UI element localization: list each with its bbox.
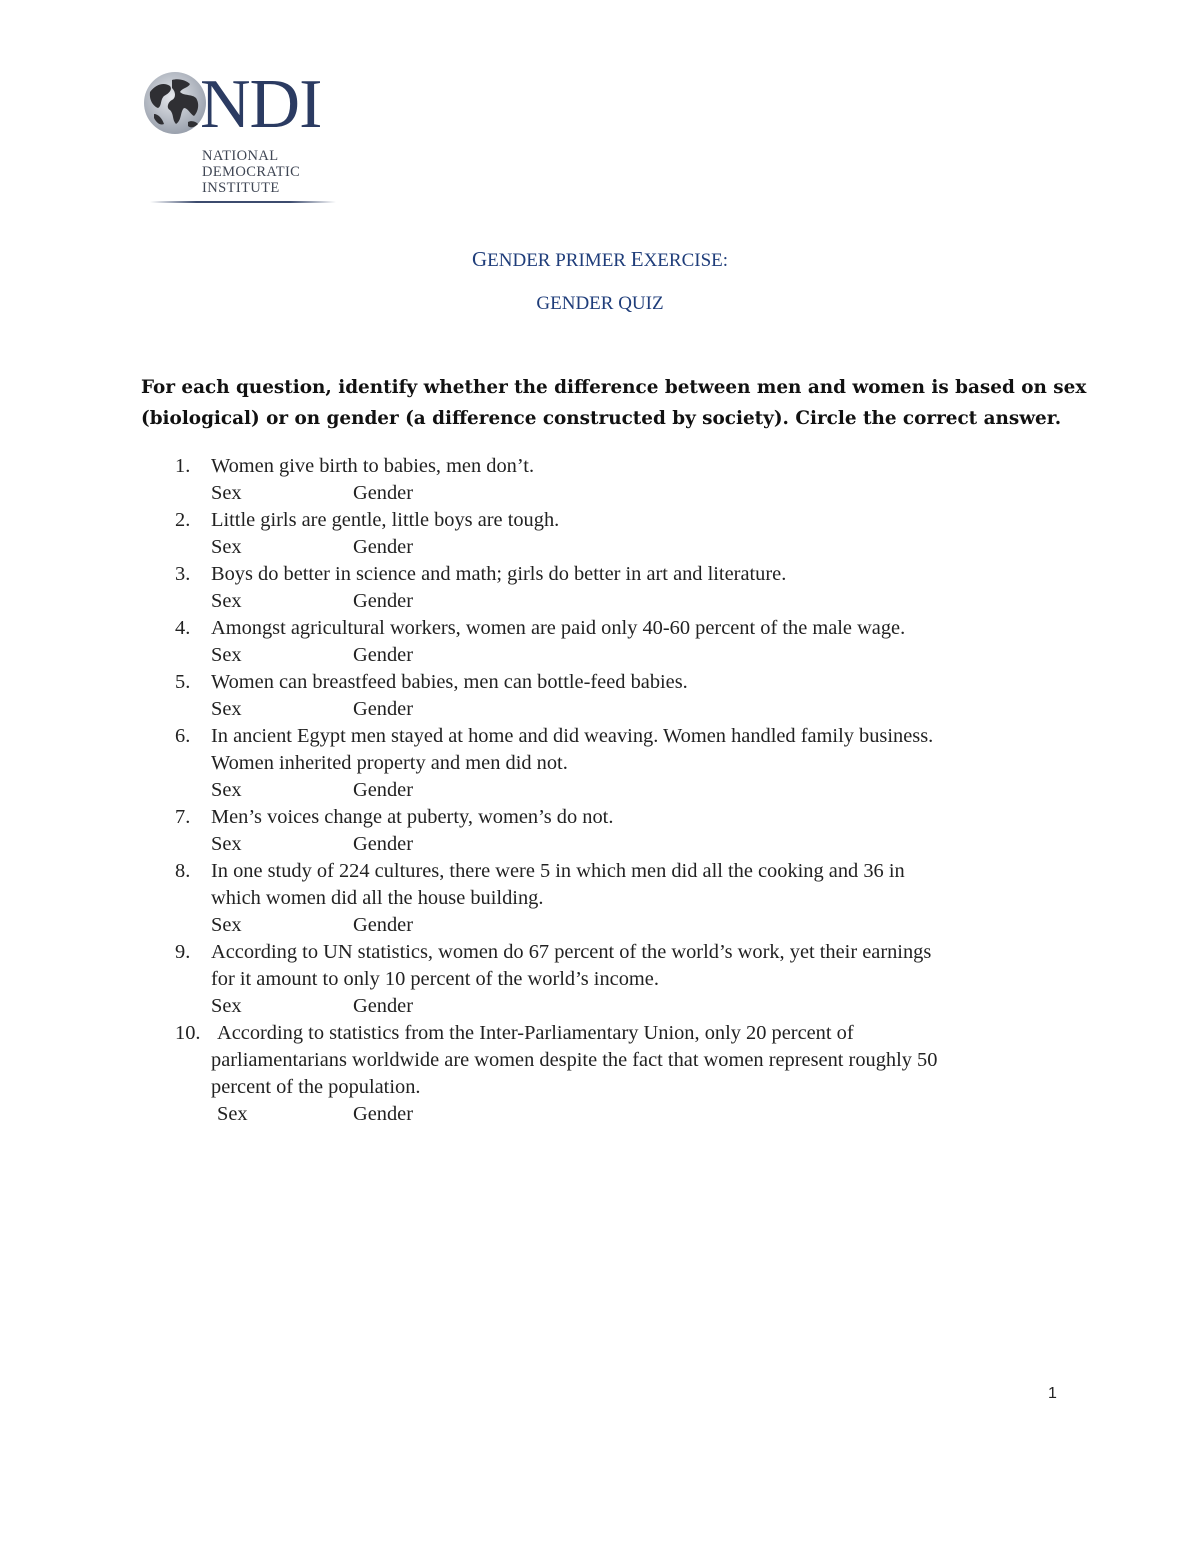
answer-option-sex[interactable]: Sex	[211, 698, 242, 720]
answer-option-gender[interactable]: Gender	[353, 779, 414, 801]
question-number: 10.	[175, 1022, 201, 1044]
question-line: parliamentarians worldwide are women despite the fact that women represent roughly 50	[211, 1049, 938, 1071]
instructions-line-1: For each question, identify whether the difference between men and women is based on sex	[141, 377, 1087, 398]
instructions	[141, 372, 1087, 434]
quiz-item-4	[0, 615, 1200, 669]
question-text	[211, 939, 1091, 993]
page-title	[0, 246, 1200, 274]
question-line: Women give birth to babies, men don’t.	[211, 455, 535, 477]
answer-options	[211, 831, 1200, 858]
question-number: 1.	[175, 455, 191, 477]
quiz-item-8	[0, 858, 1200, 939]
question-line: According to UN statistics, women do 67 percent of the world’s work, yet their earnings	[211, 941, 932, 963]
title-initial-2: E	[630, 247, 644, 271]
answer-option-gender[interactable]: Gender	[353, 590, 414, 612]
answer-option-gender[interactable]: Gender	[353, 698, 414, 720]
question-text	[211, 453, 1091, 480]
answer-option-sex[interactable]: Sex	[211, 482, 242, 504]
globe-icon	[142, 70, 208, 136]
answer-options	[211, 534, 1200, 561]
question-line: percent of the population.	[211, 1076, 421, 1098]
question-text	[211, 669, 1091, 696]
question-text	[211, 858, 1091, 912]
logo-line-1: NATIONAL	[202, 148, 279, 164]
question-line: Boys do better in science and math; girls do better in art and literature.	[211, 563, 787, 585]
question-number: 9.	[175, 941, 191, 963]
question-line: Women can breastfeed babies, men can bottle-feed babies.	[211, 671, 688, 693]
logo-line-2: DEMOCRATIC	[202, 164, 301, 180]
page-subtitle: GENDER QUIZ	[536, 293, 664, 314]
question-line: In one study of 224 cultures, there were 5 in which men did all the cooking and 36 in	[211, 860, 905, 882]
quiz-item-5	[0, 669, 1200, 723]
quiz-item-3	[0, 561, 1200, 615]
quiz-item-9	[0, 939, 1200, 1020]
answer-options	[211, 588, 1200, 615]
logo-wordmark: NDI	[200, 66, 322, 143]
answer-options	[211, 993, 1200, 1020]
question-number: 2.	[175, 509, 191, 531]
question-number: 5.	[175, 671, 191, 693]
question-line: In ancient Egypt men stayed at home and did weaving. Women handled family business.	[211, 725, 934, 747]
answer-option-gender[interactable]: Gender	[353, 536, 414, 558]
question-text	[211, 561, 1091, 588]
question-number: 7.	[175, 806, 191, 828]
answer-option-sex[interactable]: Sex	[211, 833, 242, 855]
answer-option-sex[interactable]: Sex	[211, 779, 242, 801]
answer-option-gender[interactable]: Gender	[353, 833, 414, 855]
answer-option-gender[interactable]: Gender	[353, 1103, 414, 1125]
question-number: 4.	[175, 617, 191, 639]
question-line: Men’s voices change at puberty, women’s do not.	[211, 806, 614, 828]
answer-option-gender[interactable]: Gender	[353, 644, 414, 666]
question-line: which women did all the house building.	[211, 887, 544, 909]
question-text	[211, 804, 1091, 831]
answer-options	[211, 642, 1200, 669]
quiz-item-7	[0, 804, 1200, 858]
question-line: According to statistics from the Inter-Parliamentary Union, only 20 percent of	[217, 1022, 854, 1044]
answer-option-gender[interactable]: Gender	[353, 995, 414, 1017]
quiz-item-10	[0, 1020, 1200, 1128]
answer-options	[211, 480, 1200, 507]
answer-option-gender[interactable]: Gender	[353, 914, 414, 936]
question-text	[211, 723, 1091, 777]
logo-organization-name	[202, 148, 300, 196]
ndi-logo	[142, 66, 342, 210]
answer-option-sex[interactable]: Sex	[211, 914, 242, 936]
question-text	[211, 507, 1091, 534]
question-text	[211, 615, 1091, 642]
title-rest-2: XERCISE:	[643, 250, 729, 271]
question-line: for it amount to only 10 percent of the world’s income.	[211, 968, 659, 990]
answer-option-sex[interactable]: Sex	[217, 1103, 248, 1125]
page-number: 1	[1048, 1385, 1057, 1402]
quiz-item-6	[0, 723, 1200, 804]
question-number: 8.	[175, 860, 191, 882]
answer-options	[211, 777, 1200, 804]
title-initial-1: G	[471, 247, 488, 271]
logo-divider	[150, 201, 336, 203]
title-rest-1: ENDER PRIMER	[487, 250, 631, 271]
answer-options	[211, 912, 1200, 939]
question-number: 6.	[175, 725, 191, 747]
answer-option-sex[interactable]: Sex	[211, 536, 242, 558]
question-number: 3.	[175, 563, 191, 585]
quiz-item-1	[0, 453, 1200, 507]
answer-option-sex[interactable]: Sex	[211, 995, 242, 1017]
quiz-list	[0, 453, 1200, 1128]
answer-options	[211, 696, 1200, 723]
answer-option-gender[interactable]: Gender	[353, 482, 414, 504]
logo-line-3: INSTITUTE	[202, 180, 280, 196]
question-line: Women inherited property and men did not.	[211, 752, 568, 774]
instructions-line-2: (biological) or on gender (a difference constructed by society). Circle the correct answer.	[141, 408, 1062, 429]
answer-option-sex[interactable]: Sex	[211, 590, 242, 612]
question-line: Little girls are gentle, little boys are tough.	[211, 509, 560, 531]
answer-options	[211, 1101, 1200, 1128]
quiz-item-2	[0, 507, 1200, 561]
answer-option-sex[interactable]: Sex	[211, 644, 242, 666]
question-text	[205, 1020, 1085, 1101]
question-line: Amongst agricultural workers, women are paid only 40-60 percent of the male wage.	[211, 617, 906, 639]
